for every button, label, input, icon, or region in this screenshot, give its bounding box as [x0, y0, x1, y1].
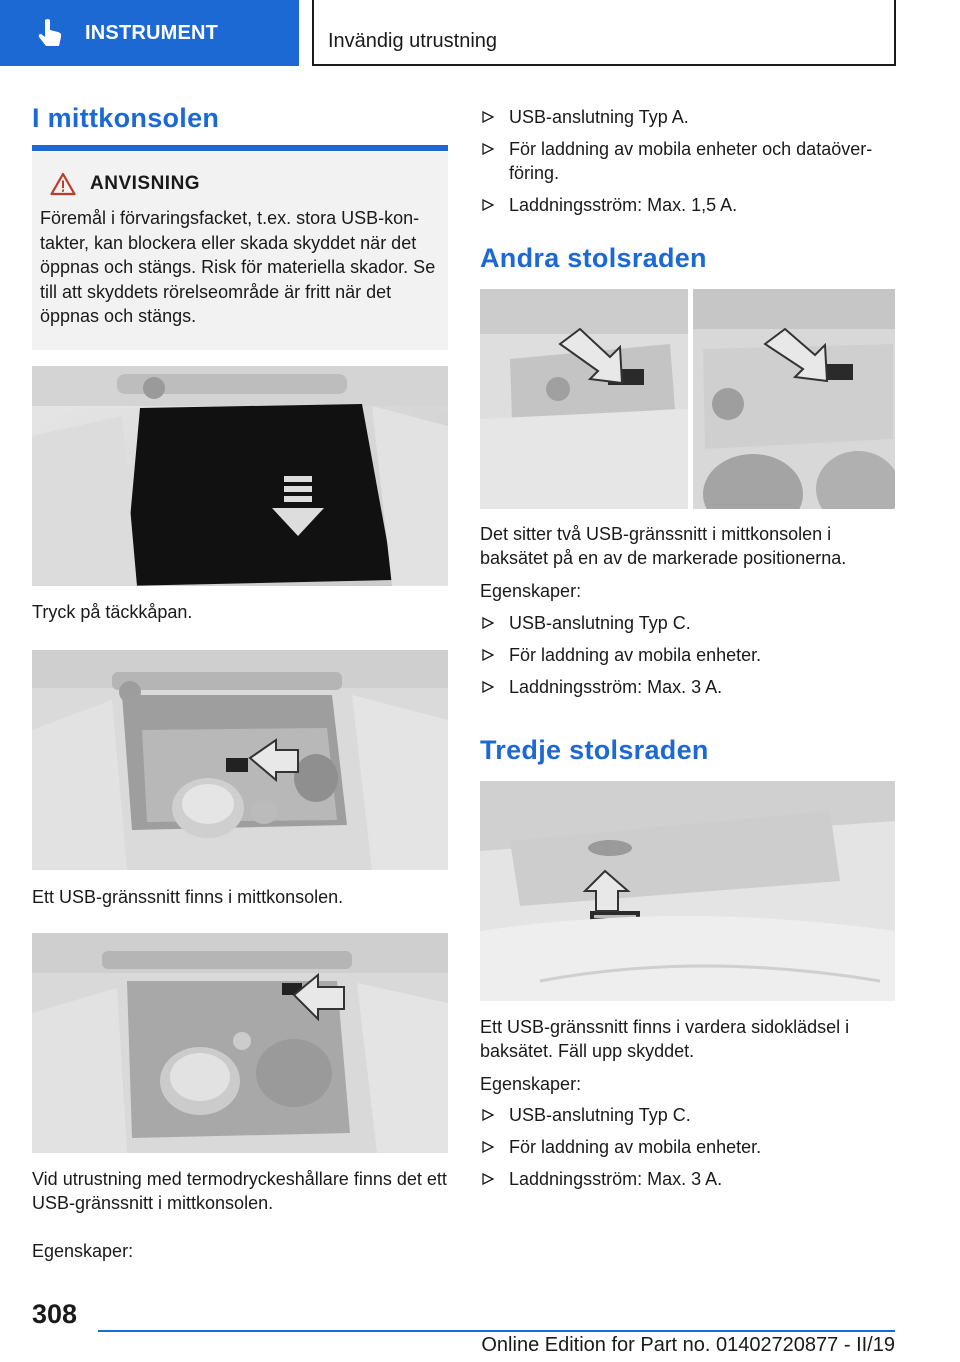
photo-thermo-holder — [32, 933, 448, 1153]
caption-usb-console: Ett USB-gränssnitt finns i mittkonsolen. — [32, 887, 344, 907]
photo-cover — [32, 366, 448, 586]
warning-triangle-icon — [50, 172, 76, 196]
bullet-triangle-icon — [482, 649, 494, 661]
heading-andra-stolsraden: Andra stolsraden — [480, 243, 707, 273]
list-item: USB-anslutning Typ C. — [480, 611, 895, 635]
caption-cover: Tryck på täckkåpan. — [32, 602, 193, 622]
list-second-row — [480, 611, 895, 707]
warning-box — [32, 152, 448, 350]
text-third-row: Ett USB-gränssnitt finns i vardera sidoklädsel i baksätet. Fäll upp skyddet. — [480, 1017, 850, 1061]
photo-second-row-a — [480, 289, 688, 509]
list-item: Laddningsström: Max. 3 A. — [480, 675, 895, 699]
heading-mittkonsolen: I mittkonsolen — [32, 103, 220, 133]
list-item: För laddning av mobila enheter. — [480, 643, 895, 667]
list-item: Laddningsström: Max. 3 A. — [480, 1167, 895, 1191]
warning-text: Föremål i förvaringsfacket, t.ex. stora USB-kon-takter, kan blockera eller skada skyddet när det öppnas och stängs. Risk för materiella skador. Se till att skyddets rörelseområde är fritt när det öppnas och stängs. — [40, 208, 436, 326]
bullet-triangle-icon — [482, 143, 494, 155]
properties-label-second-row: Egenskaper: — [480, 581, 582, 601]
bullet-triangle-icon — [482, 199, 494, 211]
section-title: Invändig utrustning — [328, 30, 498, 52]
hand-pointer-icon — [37, 18, 63, 48]
page-number: 308 — [32, 1299, 78, 1329]
chapter-title: INSTRUMENT — [85, 21, 219, 44]
caption-thermo-holder: Vid utrustning med termodryckeshållare finns det ett USB-gränssnitt i mittkonsolen. — [32, 1169, 447, 1213]
bullet-triangle-icon — [482, 681, 494, 693]
list-item: För laddning av mobila enheter. — [480, 1135, 895, 1159]
photo-second-row-b — [693, 289, 895, 509]
list-usb-a — [480, 105, 895, 225]
list-item: USB-anslutning Typ C. — [480, 1103, 895, 1127]
bullet-triangle-icon — [482, 617, 494, 629]
bullet-triangle-icon — [482, 1109, 494, 1121]
heading-underline — [32, 145, 448, 151]
footer-edition[interactable]: Online Edition for Part no. 01402720877 - II/19 — [481, 1334, 895, 1356]
bullet-triangle-icon — [482, 1141, 494, 1153]
bullet-triangle-icon — [482, 1173, 494, 1185]
photo-third-row — [480, 781, 895, 1001]
warning-title: ANVISNING — [90, 173, 201, 194]
properties-label-third-row: Egenskaper: — [480, 1074, 582, 1094]
footer-divider — [98, 1330, 895, 1332]
list-third-row — [480, 1103, 895, 1199]
text-second-row: Det sitter två USB-gränssnitt i mittkonsolen i baksätet på en av de markerade positionerna. — [480, 524, 847, 568]
section-header — [312, 0, 896, 66]
photo-usb-console — [32, 650, 448, 870]
list-item: För laddning av mobila enheter och dataöver-föring. — [480, 137, 895, 185]
bullet-triangle-icon — [482, 111, 494, 123]
properties-label-left: Egenskaper: — [32, 1241, 134, 1261]
list-item: USB-anslutning Typ A. — [480, 105, 895, 129]
list-item: Laddningsström: Max. 1,5 A. — [480, 193, 895, 217]
heading-tredje-stolsraden: Tredje stolsraden — [480, 735, 709, 765]
chapter-tab[interactable] — [0, 0, 299, 66]
